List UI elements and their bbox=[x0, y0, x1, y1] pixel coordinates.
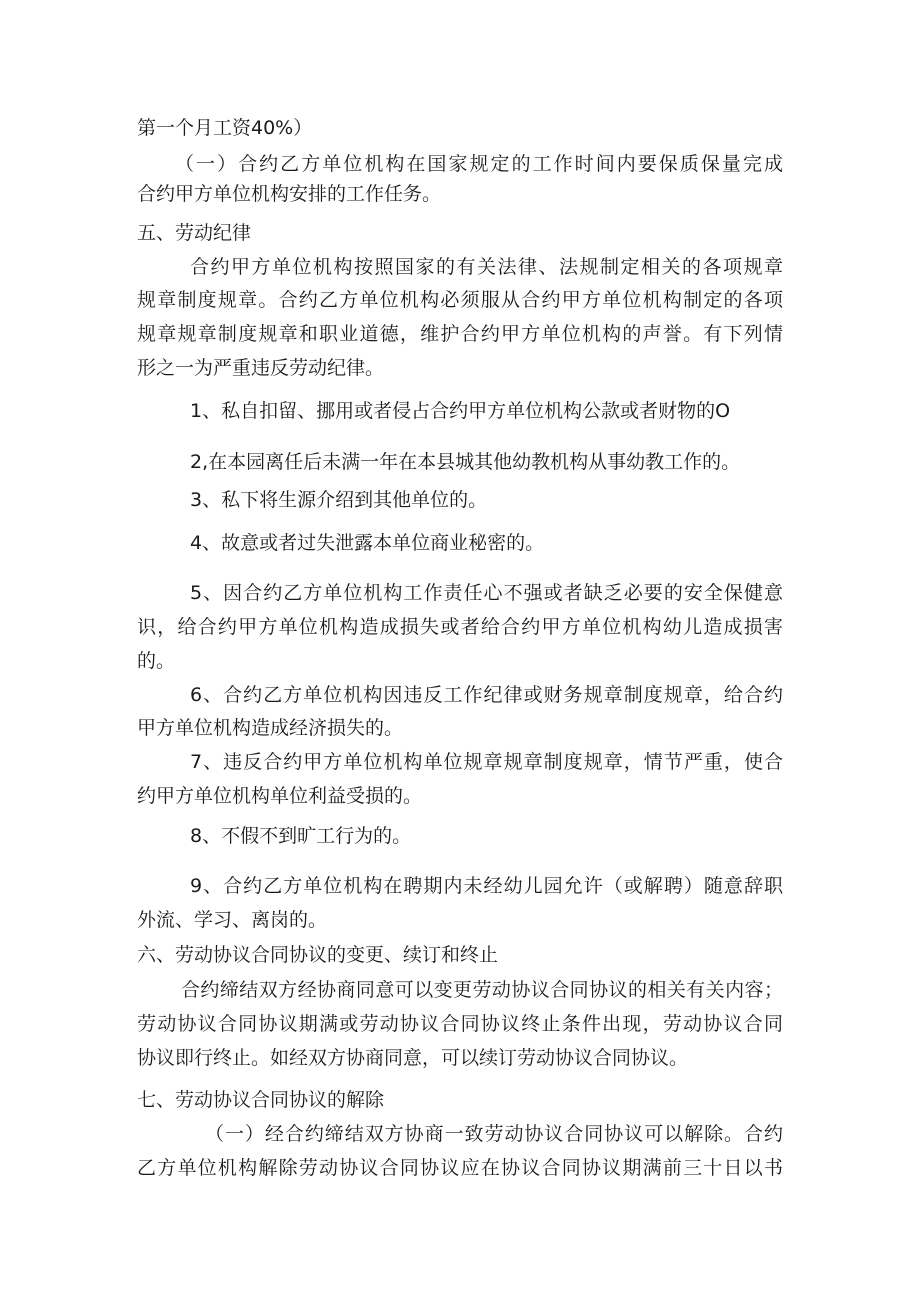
text-line: 外流、学习、离岗的。 bbox=[137, 909, 328, 931]
text-line: 约甲方单位机构单位利益受损的。 bbox=[137, 785, 423, 807]
section-heading-6: 六、劳动协议合同协议的变更、续订和终止 bbox=[137, 944, 499, 966]
list-item-5: 5、因合约乙方单位机构工作责任心不强或者缺乏必要的安全保健意 bbox=[190, 582, 783, 604]
section-heading-5: 五、劳动纪律 bbox=[137, 222, 252, 244]
text-line: 协议即行终止。如经双方协商同意，可以续订劳动协议合同协议。 bbox=[137, 1047, 689, 1069]
text-line: 乙方单位机构解除劳动协议合同协议应在协议合同协议期满前三十日以书 bbox=[137, 1157, 783, 1179]
text-line: 的。 bbox=[137, 650, 176, 672]
list-item-6: 6、合约乙方单位机构因违反工作纪律或财务规章制度规章，给合约 bbox=[190, 684, 783, 706]
list-item-9: 9、合约乙方单位机构在聘期内未经幼儿园允许（或解聘）随意辞职 bbox=[190, 875, 783, 897]
text-line: 规章规章制度规章和职业道德，维护合约甲方单位机构的声誉。有下列情 bbox=[137, 323, 783, 345]
text-line: 合约甲方单位机构按照国家的有关法律、法规制定相关的各项规章 bbox=[190, 256, 783, 278]
text-line: 第一个月工资40%） bbox=[137, 117, 313, 139]
list-item-7: 7、违反合约甲方单位机构单位规章规章制度规章，情节严重，使合 bbox=[190, 751, 783, 773]
list-item-2: 2,在本园离任后未满一年在本县城其他幼教机构从事幼教工作的。 bbox=[190, 451, 741, 473]
text-line: 甲方单位机构造成经济损失的。 bbox=[137, 717, 404, 739]
section-heading-7: 七、劳动协议合同协议的解除 bbox=[137, 1089, 385, 1111]
text-line: 劳动协议合同协议期满或劳动协议合同协议终止条件出现，劳动协议合同 bbox=[137, 1013, 783, 1035]
list-item-3: 3、私下将生源介绍到其他单位的。 bbox=[190, 489, 488, 511]
text-line: 合约甲方单位机构安排的工作任务。 bbox=[137, 183, 442, 205]
list-item-1: 1、私自扣留、挪用或者侵占合约甲方单位机构公款或者财物的O bbox=[190, 400, 731, 422]
text-line: （一）合约乙方单位机构在国家规定的工作时间内要保质保量完成 bbox=[175, 153, 783, 175]
list-item-4: 4、故意或者过失泄露本单位商业秘密的。 bbox=[190, 532, 545, 554]
text-line: 形之一为严重违反劳动纪律。 bbox=[137, 357, 385, 379]
text-line: （一）经合约缔结双方协商一致劳动协议合同协议可以解除。合约 bbox=[205, 1123, 783, 1145]
text-line: 规章制度规章。合约乙方单位机构必须服从合约甲方单位机构制定的各项 bbox=[137, 289, 783, 311]
list-item-8: 8、不假不到旷工行为的。 bbox=[190, 825, 412, 847]
text-line: 合约缔结双方经协商同意可以变更劳动协议合同协议的相关有关内容； bbox=[181, 979, 783, 1001]
text-line: 识，给合约甲方单位机构造成损失或者给合约甲方单位机构幼儿造成损害 bbox=[137, 616, 783, 638]
